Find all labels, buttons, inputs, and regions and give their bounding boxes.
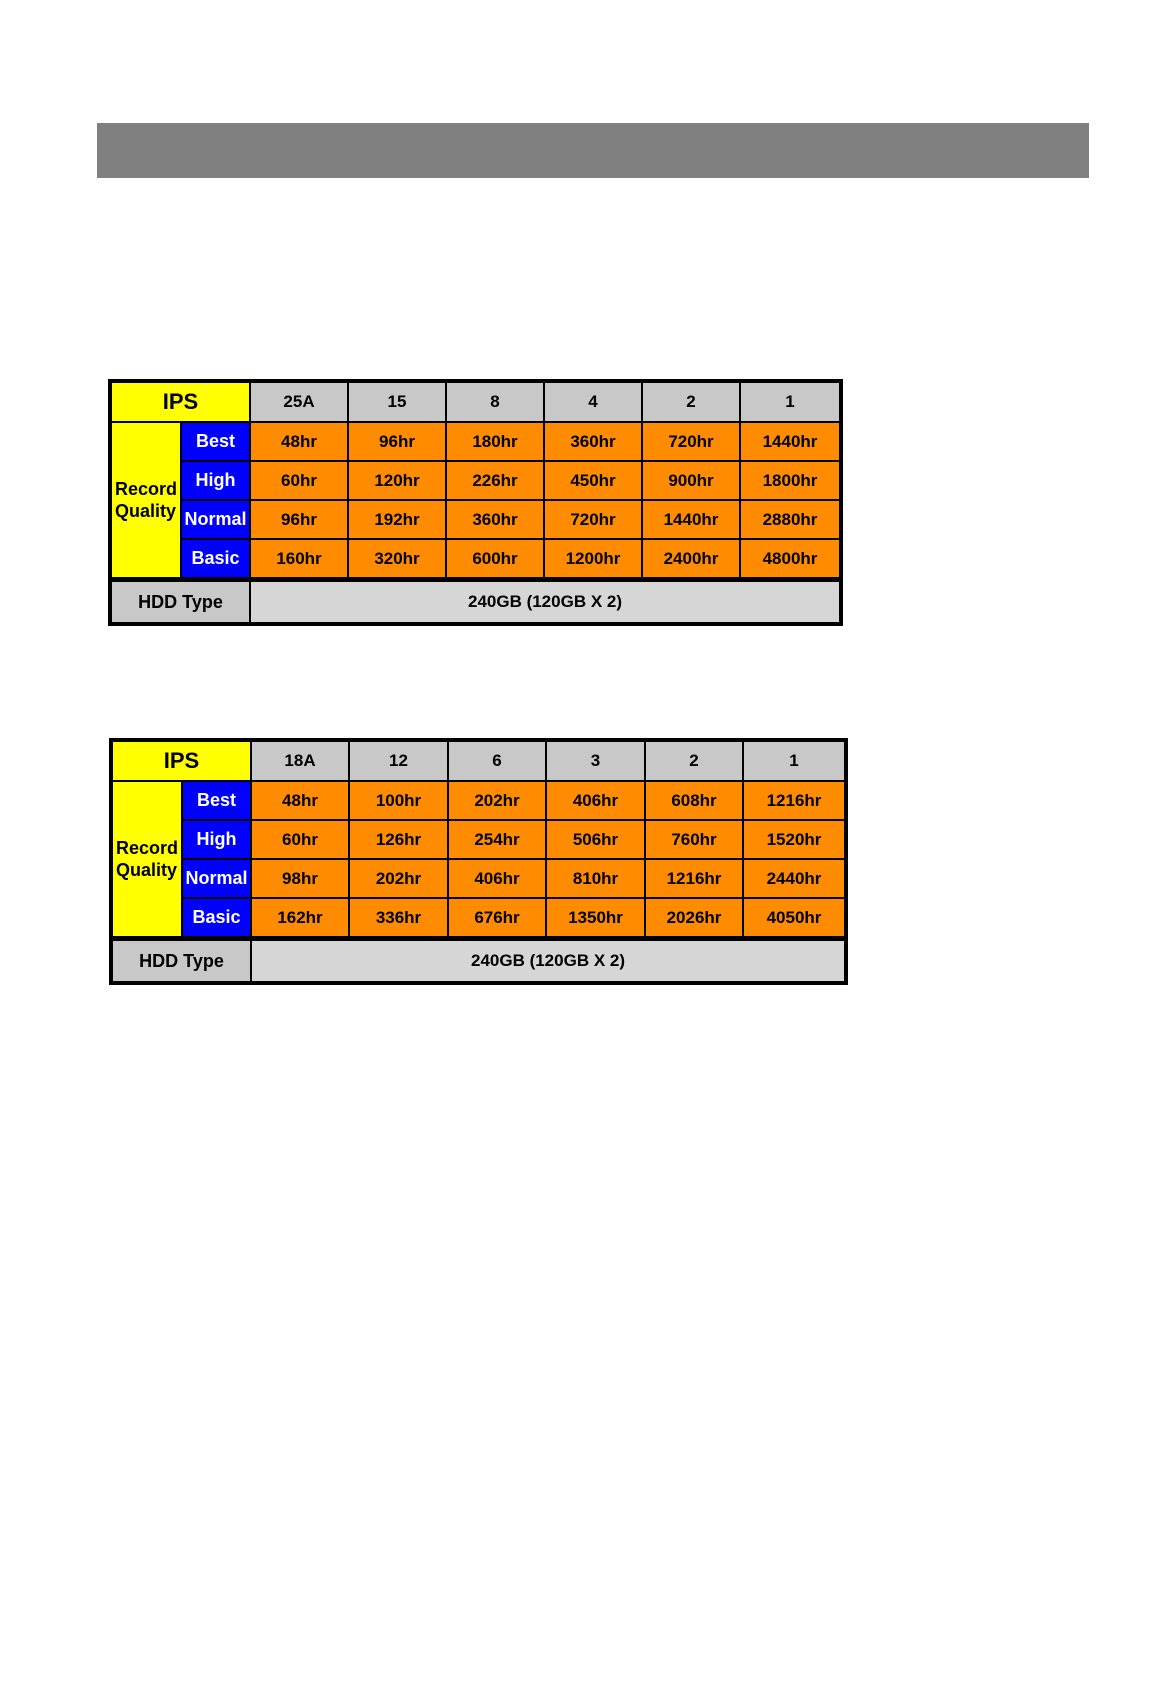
table-cell: 1440hr <box>740 422 841 461</box>
record-quality-line-1: Record <box>115 479 178 499</box>
ips-label: IPS <box>110 381 250 422</box>
table-cell: 96hr <box>348 422 446 461</box>
column-header: 15 <box>348 381 446 422</box>
table-cell: 360hr <box>446 500 544 539</box>
column-header: 4 <box>544 381 642 422</box>
quality-basic: Basic <box>182 898 251 939</box>
table-cell: 98hr <box>251 859 349 898</box>
table-cell: 202hr <box>448 781 546 820</box>
table-cell: 96hr <box>250 500 348 539</box>
record-quality-line-2: Quality <box>115 501 177 521</box>
table-cell: 48hr <box>251 781 349 820</box>
table-cell: 2026hr <box>645 898 743 939</box>
table-cell: 506hr <box>546 820 645 859</box>
recording-time-table-1 <box>108 379 843 626</box>
table-cell: 1216hr <box>743 781 846 820</box>
column-header: 2 <box>645 740 743 781</box>
table-cell: 1800hr <box>740 461 841 500</box>
table-cell: 162hr <box>251 898 349 939</box>
column-header: 3 <box>546 740 645 781</box>
header-band <box>97 123 1089 178</box>
hdd-type-label: HDD Type <box>110 580 250 625</box>
table-cell: 320hr <box>348 539 446 580</box>
table-cell: 60hr <box>251 820 349 859</box>
column-header: 1 <box>740 381 841 422</box>
column-header: 2 <box>642 381 740 422</box>
table-cell: 600hr <box>446 539 544 580</box>
quality-best: Best <box>181 422 250 461</box>
column-header: 1 <box>743 740 846 781</box>
table-cell: 2440hr <box>743 859 846 898</box>
column-header: 18A <box>251 740 349 781</box>
quality-high: High <box>182 820 251 859</box>
table-cell: 608hr <box>645 781 743 820</box>
table-cell: 720hr <box>544 500 642 539</box>
table-cell: 760hr <box>645 820 743 859</box>
table-cell: 900hr <box>642 461 740 500</box>
table-cell: 336hr <box>349 898 448 939</box>
table-cell: 406hr <box>448 859 546 898</box>
ips-label: IPS <box>111 740 251 781</box>
quality-normal: Normal <box>182 859 251 898</box>
table-cell: 192hr <box>348 500 446 539</box>
table-cell: 160hr <box>250 539 348 580</box>
table-cell: 226hr <box>446 461 544 500</box>
recording-time-table-2 <box>109 738 848 985</box>
quality-best: Best <box>182 781 251 820</box>
table-cell: 720hr <box>642 422 740 461</box>
table-cell: 1440hr <box>642 500 740 539</box>
record-quality-line-1: Record <box>116 838 179 858</box>
table-cell: 2880hr <box>740 500 841 539</box>
table-cell: 2400hr <box>642 539 740 580</box>
hdd-type-value: 240GB (120GB X 2) <box>250 580 841 625</box>
column-header: 12 <box>349 740 448 781</box>
table-cell: 120hr <box>348 461 446 500</box>
column-header: 6 <box>448 740 546 781</box>
table-cell: 4800hr <box>740 539 841 580</box>
table-cell: 1200hr <box>544 539 642 580</box>
table-cell: 1520hr <box>743 820 846 859</box>
hdd-type-value: 240GB (120GB X 2) <box>251 939 846 984</box>
table-cell: 1216hr <box>645 859 743 898</box>
table-cell: 406hr <box>546 781 645 820</box>
table-cell: 48hr <box>250 422 348 461</box>
table-cell: 100hr <box>349 781 448 820</box>
column-header: 25A <box>250 381 348 422</box>
quality-basic: Basic <box>181 539 250 580</box>
table-cell: 254hr <box>448 820 546 859</box>
quality-normal: Normal <box>181 500 250 539</box>
hdd-type-label: HDD Type <box>111 939 251 984</box>
record-quality-label <box>110 422 181 580</box>
record-quality-line-2: Quality <box>116 860 178 880</box>
table-cell: 126hr <box>349 820 448 859</box>
table-cell: 60hr <box>250 461 348 500</box>
table-cell: 180hr <box>446 422 544 461</box>
table-cell: 4050hr <box>743 898 846 939</box>
table-cell: 676hr <box>448 898 546 939</box>
record-quality-label <box>111 781 182 939</box>
table-cell: 360hr <box>544 422 642 461</box>
table-cell: 810hr <box>546 859 645 898</box>
table-cell: 202hr <box>349 859 448 898</box>
table-cell: 1350hr <box>546 898 645 939</box>
quality-high: High <box>181 461 250 500</box>
column-header: 8 <box>446 381 544 422</box>
table-cell: 450hr <box>544 461 642 500</box>
